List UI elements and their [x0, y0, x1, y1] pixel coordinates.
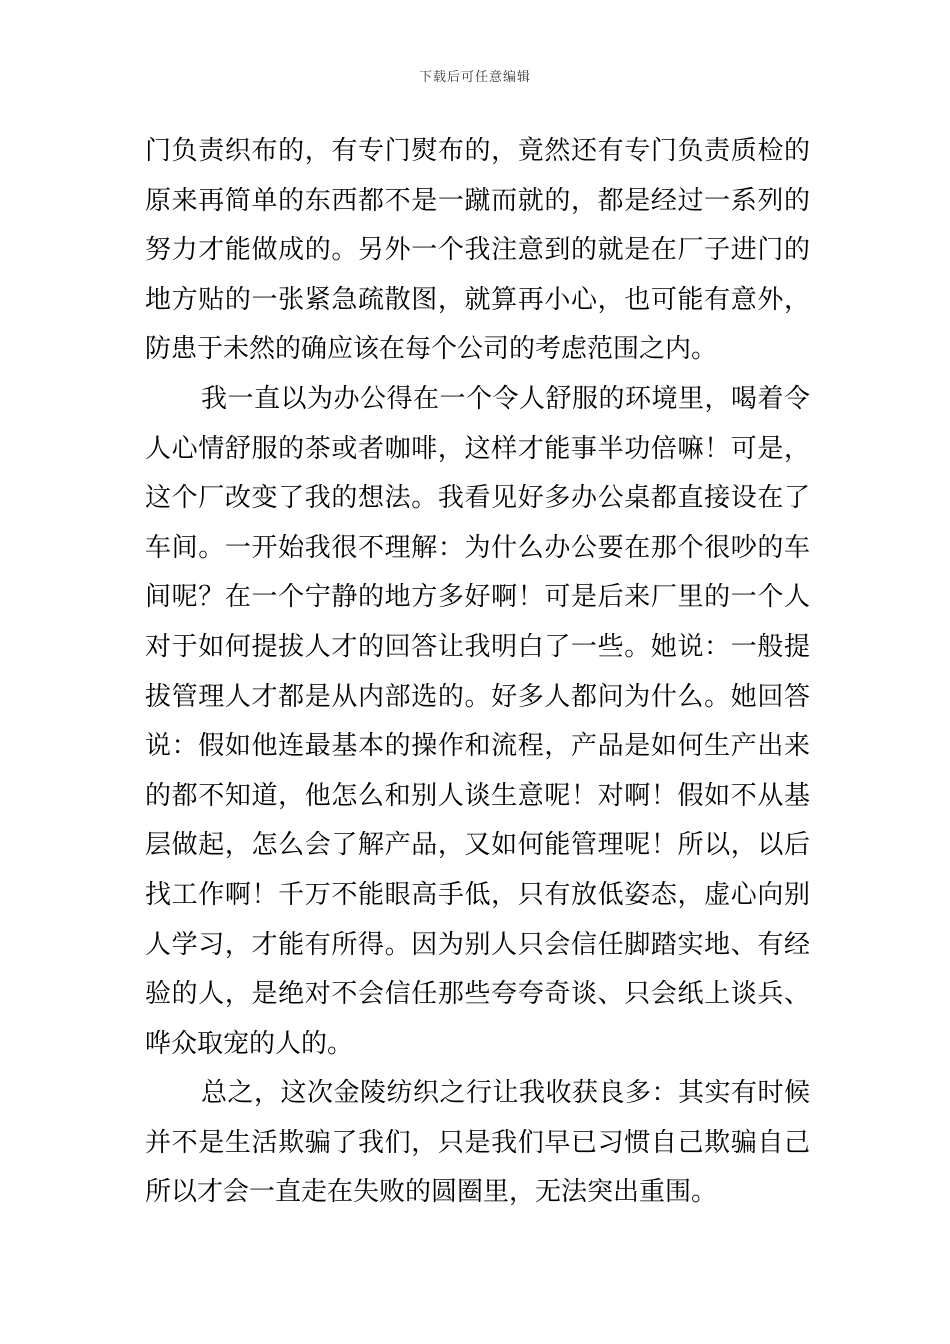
- text-line: 人心情舒服的茶或者咖啡，这样才能事半功倍嘛！可是，: [145, 433, 810, 464]
- text-line: 我一直以为办公得在一个令人舒服的环境里，喝着令: [201, 383, 810, 414]
- text-line: 地方贴的一张紧急疏散图，就算再小心，也可能有意外，: [145, 284, 810, 315]
- paragraph-2: [145, 375, 810, 1069]
- text-line: 的都不知道，他怎么和别人谈生意呢！对啊！假如不从基: [145, 780, 810, 811]
- page-header: 下载后可任意编辑: [418, 70, 531, 85]
- paragraph-3: [145, 1069, 810, 1218]
- paragraph-1: [145, 127, 810, 375]
- text-line: 努力才能做成的。另外一个我注意到的就是在厂子进门的: [145, 235, 810, 266]
- text-line: 哗众取宠的人的。: [145, 1028, 354, 1059]
- text-line: 说：假如他连最基本的操作和流程，产品是如何生产出来: [145, 731, 810, 762]
- text-line: 防患于未然的确应该在每个公司的考虑范围之内。: [145, 334, 718, 365]
- text-line: 人学习，才能有所得。因为别人只会信任脚踏实地、有经: [145, 929, 810, 960]
- text-line: 这个厂改变了我的想法。我看见好多办公桌都直接设在了: [145, 483, 810, 514]
- text-line: 所以才会一直走在失败的圆圈里，无法突出重围。: [145, 1177, 718, 1208]
- text-line: 层做起，怎么会了解产品，又如何能管理呢！所以，以后: [145, 830, 810, 861]
- text-line: 拔管理人才都是从内部选的。好多人都问为什么。她回答: [145, 681, 810, 712]
- body-text: [145, 127, 810, 1218]
- text-line: 车间。一开始我很不理解：为什么办公要在那个很吵的车: [145, 532, 810, 563]
- text-line: 找工作啊！千万不能眼高手低，只有放低姿态，虚心向别: [145, 879, 810, 910]
- text-line: 对于如何提拔人才的回答让我明白了一些。她说：一般提: [145, 631, 810, 662]
- text-line: 原来再简单的东西都不是一蹴而就的，都是经过一系列的: [145, 185, 810, 216]
- text-line: 总之，这次金陵纺织之行让我收获良多：其实有时候: [201, 1078, 810, 1109]
- text-line: 间呢？在一个宁静的地方多好啊！可是后来厂里的一个人: [145, 582, 810, 613]
- text-line: 门负责织布的，有专门熨布的，竟然还有专门负责质检的: [145, 136, 810, 166]
- text-line: 并不是生活欺骗了我们，只是我们早已习惯自己欺骗自己: [145, 1127, 810, 1158]
- text-line: 验的人，是绝对不会信任那些夸夸奇谈、只会纸上谈兵、: [145, 979, 810, 1010]
